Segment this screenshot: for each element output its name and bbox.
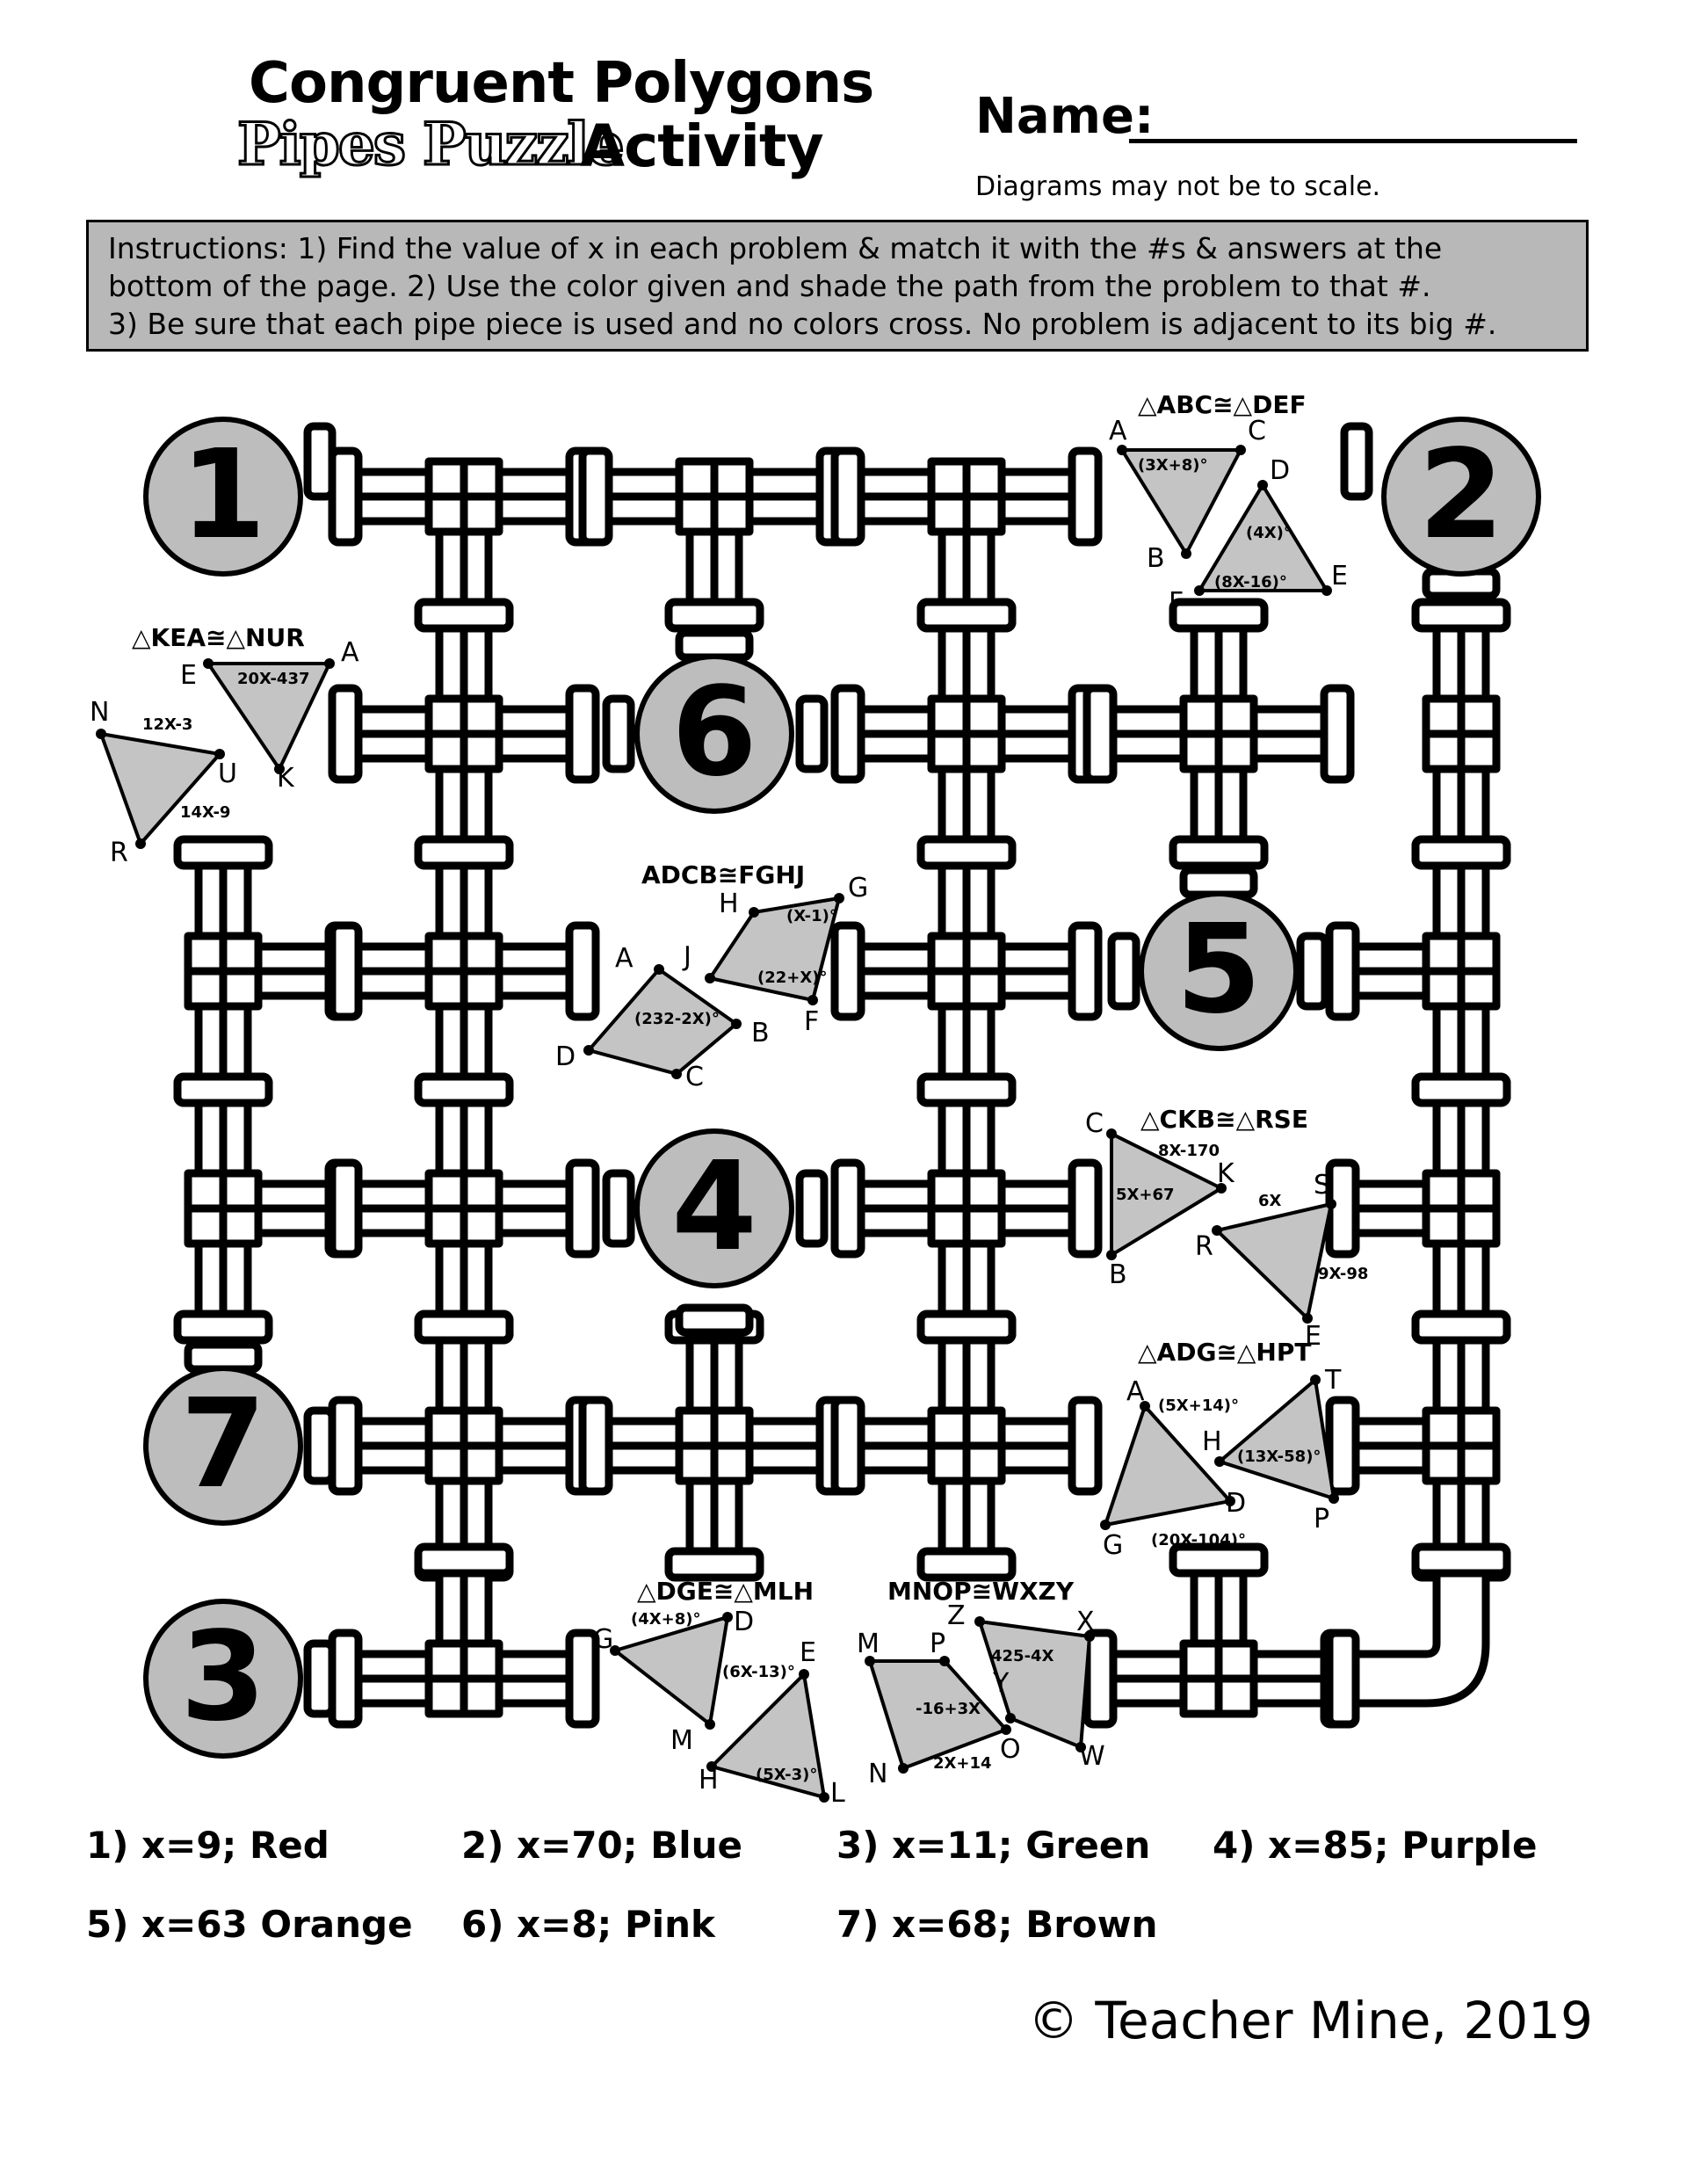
figure-label: G xyxy=(1103,1530,1124,1561)
figure-label: B xyxy=(1147,543,1165,574)
figure-label: T xyxy=(1325,1365,1342,1396)
answer-3: 3) x=11; Green xyxy=(836,1824,1151,1867)
figure-label: C xyxy=(1248,416,1266,446)
figure-label: (6X-13)° xyxy=(722,1663,795,1681)
pipe-elbow[interactable] xyxy=(1329,1547,1507,1724)
figure-label: (3X+8)° xyxy=(1138,456,1208,475)
figure-label: F xyxy=(804,1006,820,1037)
figure-label: X xyxy=(1076,1607,1095,1637)
figure-label: B xyxy=(1109,1259,1127,1290)
figure-label: N xyxy=(90,697,110,728)
copyright: © Teacher Mine, 2019 xyxy=(1028,1991,1593,2050)
figure-label: △DGE≅△MLH xyxy=(637,1577,815,1606)
figure-label: △ABC≅△DEF xyxy=(1138,390,1307,419)
figure-label: G xyxy=(848,873,869,903)
figure-label: B xyxy=(751,1018,770,1048)
figure-label: Z xyxy=(947,1600,966,1631)
figure-label: △CKB≅△RSE xyxy=(1140,1105,1308,1134)
figure-label: S xyxy=(1314,1170,1331,1201)
figure-label: C xyxy=(1085,1108,1104,1139)
figure-label: D xyxy=(1226,1488,1247,1519)
big-number-label: 7 xyxy=(180,1373,266,1516)
figure-label: E xyxy=(180,660,197,691)
big-number-label: 1 xyxy=(180,424,266,567)
big-number-2 xyxy=(1384,419,1539,574)
figure-label: E xyxy=(1331,561,1348,591)
figure-label: △KEA≅△NUR xyxy=(132,623,305,652)
figure-label: A xyxy=(1109,416,1127,446)
big-number-label: 6 xyxy=(671,661,757,804)
figure-label: N xyxy=(868,1759,888,1789)
figure-label: P xyxy=(930,1629,946,1659)
title-line-1: Congruent Polygons xyxy=(249,51,874,116)
pipe-piece[interactable] xyxy=(583,451,846,628)
problem-adcb-fghj xyxy=(555,860,868,1092)
figure-label: L xyxy=(830,1778,845,1809)
pipe-piece[interactable] xyxy=(1329,1077,1507,1340)
problem-adg-hpt xyxy=(1100,1338,1342,1561)
figure-label: 14X-9 xyxy=(180,803,231,822)
figure-label: K xyxy=(277,763,294,794)
pipe-piece[interactable] xyxy=(835,1314,1098,1578)
figure-label: (5X+14)° xyxy=(1158,1397,1239,1415)
figure-label: A xyxy=(615,943,634,974)
big-number-label: 4 xyxy=(671,1136,757,1279)
pipe-piece[interactable] xyxy=(1415,602,1507,866)
big-number-5 xyxy=(1141,894,1296,1048)
figure-label: MNOP≅WXZY xyxy=(887,1577,1075,1606)
figure-label: (X-1)° xyxy=(786,907,837,925)
figure-label: P xyxy=(1314,1504,1330,1535)
answer-1: 1) x=9; Red xyxy=(86,1824,329,1867)
problem-dge-mlh xyxy=(593,1577,845,1809)
problem-abc-def xyxy=(1109,390,1348,618)
figure-label: ADCB≅FGHJ xyxy=(641,860,806,889)
big-number-label: 5 xyxy=(1176,898,1262,1041)
figure-label: (22+X)° xyxy=(757,969,828,987)
problem-mnop-wxzy xyxy=(857,1577,1105,1789)
figure-label: G xyxy=(593,1624,614,1655)
figure-label: A xyxy=(1126,1376,1145,1407)
figure-label: (20X-104)° xyxy=(1151,1531,1246,1549)
pipe-piece[interactable] xyxy=(332,602,596,866)
big-number-7 xyxy=(146,1368,300,1523)
pipe-piece[interactable] xyxy=(332,1077,596,1340)
answer-4: 4) x=85; Purple xyxy=(1213,1824,1538,1867)
pipe-piece[interactable] xyxy=(332,1547,596,1724)
figure-label: K xyxy=(1217,1158,1234,1189)
figure-label: 6X xyxy=(1258,1192,1282,1210)
figure-label: O xyxy=(1000,1734,1021,1765)
pipe-piece[interactable] xyxy=(835,839,1098,1103)
figure-label: D xyxy=(555,1041,576,1072)
problem-ckb-rse xyxy=(1085,1105,1368,1352)
figure-label: E xyxy=(800,1637,816,1668)
big-number-label: 3 xyxy=(180,1606,266,1749)
answer-5: 5) x=63 Orange xyxy=(86,1903,413,1946)
figure-label: 2X+14 xyxy=(933,1754,992,1773)
big-number-label: 2 xyxy=(1418,424,1504,567)
big-number-3 xyxy=(146,1601,300,1756)
answer-6: 6) x=8; Pink xyxy=(461,1903,715,1946)
figure-label: H xyxy=(699,1765,719,1796)
pipe-piece[interactable] xyxy=(835,1077,1098,1340)
figure-label: △ADG≅△HPT xyxy=(1138,1338,1312,1367)
figure-label: Y xyxy=(993,1668,1010,1699)
figure-label: (8X-16)° xyxy=(1214,573,1287,591)
figure-label: H xyxy=(1202,1426,1222,1457)
title-activity: Activity xyxy=(580,112,823,180)
pipe-piece[interactable] xyxy=(332,1314,596,1578)
figure-label: R xyxy=(1195,1231,1213,1262)
figure-label: A xyxy=(341,637,359,668)
figure-label: M xyxy=(857,1629,880,1659)
figure-label: 9X-98 xyxy=(1318,1265,1369,1283)
figure-label: -16+3X xyxy=(916,1700,981,1718)
pipe-piece[interactable] xyxy=(583,1314,846,1578)
figure-label: R xyxy=(110,838,128,868)
pipe-pieces xyxy=(177,426,1507,1724)
big-number-4 xyxy=(637,1131,792,1286)
answer-7: 7) x=68; Brown xyxy=(836,1903,1158,1946)
pipe-piece[interactable] xyxy=(1329,1314,1507,1578)
figure-label: W xyxy=(1079,1741,1105,1772)
figure-label: E xyxy=(1305,1321,1321,1352)
scale-note: Diagrams may not be to scale. xyxy=(975,171,1381,202)
figure-label: M xyxy=(670,1725,693,1756)
figure-label: C xyxy=(685,1062,704,1092)
pipe-piece[interactable] xyxy=(1087,602,1350,866)
answer-2: 2) x=70; Blue xyxy=(461,1824,742,1867)
figure-label: D xyxy=(1270,455,1291,486)
figure-label: (232-2X)° xyxy=(634,1010,720,1028)
big-number-1 xyxy=(146,419,300,574)
figure-label: H xyxy=(719,889,739,919)
instruction-line: 3) Be sure that each pipe piece is used and no colors cross. No problem is adjacent to its big #. xyxy=(108,307,1497,341)
figure-label: F xyxy=(1169,587,1184,618)
figure-label: 8X-170 xyxy=(1158,1142,1220,1160)
instruction-line: Instructions: 1) Find the value of x in each problem & match it with the #s & answers at the xyxy=(108,231,1443,265)
title-pipes-puzzle: Pipes Puzzle xyxy=(237,110,623,178)
figure-label: 12X-3 xyxy=(142,715,193,734)
pipe-piece[interactable] xyxy=(1087,1547,1350,1724)
figure-label: D xyxy=(734,1607,755,1637)
problem-kea-nur xyxy=(90,623,359,868)
figure-label: (4X)° xyxy=(1246,524,1292,542)
figure-label: U xyxy=(218,758,237,789)
figure-label: 425-4X xyxy=(991,1647,1054,1665)
pipe-piece[interactable] xyxy=(1329,839,1507,1103)
figure-label: (5X-3)° xyxy=(756,1766,818,1784)
name-label: Name: xyxy=(975,88,1155,145)
figure-label: (13X-58)° xyxy=(1237,1448,1321,1466)
instruction-line: bottom of the page. 2) Use the color given and shade the path from the problem to that #. xyxy=(108,269,1431,303)
pipe-piece[interactable] xyxy=(835,602,1098,866)
figure-label: J xyxy=(684,941,691,972)
figure-label: 20X-437 xyxy=(237,670,310,688)
big-numbers xyxy=(146,419,1539,1756)
figure-label: (4X+8)° xyxy=(631,1610,701,1629)
big-number-6 xyxy=(637,657,792,811)
figure-label: 5X+67 xyxy=(1116,1186,1175,1204)
